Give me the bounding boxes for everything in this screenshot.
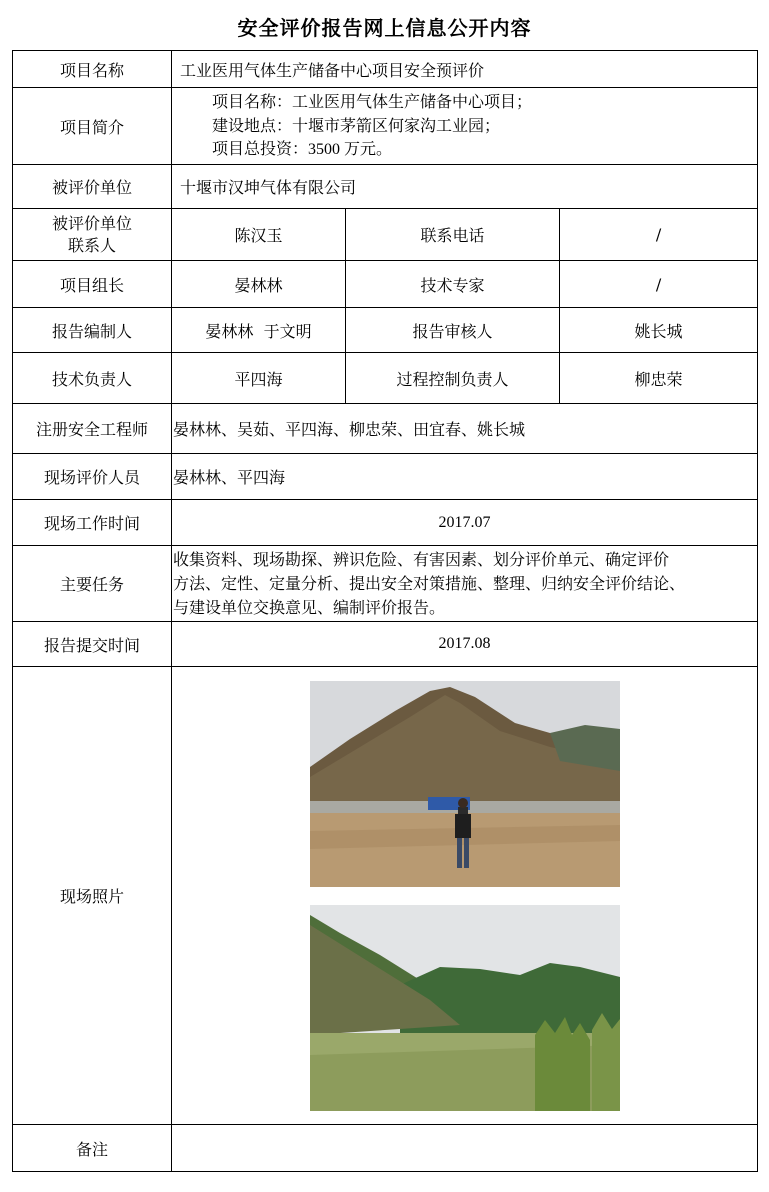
row-site-work-time <box>13 500 758 546</box>
project-intro-value <box>172 88 758 165</box>
task-line-3: 与建设单位交换意见、编制评价报告。 <box>173 597 446 617</box>
process-lead-value: 柳忠荣 <box>560 353 758 404</box>
row-site-photos <box>13 667 758 1125</box>
reviewer-value: 姚长城 <box>560 308 758 353</box>
phone-value: / <box>560 209 758 261</box>
report-author-names: 晏林林 于文明 <box>172 308 346 353</box>
team-leader-label: 项目组长 <box>13 261 172 308</box>
row-engineers <box>13 404 758 454</box>
phone-label: 联系电话 <box>346 209 560 261</box>
site-photo-1 <box>310 681 620 887</box>
reviewer-label: 报告审核人 <box>346 308 560 353</box>
task-line-1: 收集资料、现场勘探、辨识危险、有害因素、划分评价单元、确定评价 <box>173 549 670 569</box>
tech-lead-name: 平四海 <box>172 353 346 404</box>
report-author-label: 报告编制人 <box>13 308 172 353</box>
project-name-value: 工业医用气体生产储备中心项目安全预评价 <box>172 51 758 88</box>
site-photos-cell <box>172 667 758 1125</box>
row-main-tasks <box>13 546 758 622</box>
main-tasks-label: 主要任务 <box>13 546 172 622</box>
intro-line-location: 建设地点：十堰市茅箭区何家沟工业园； <box>212 116 501 135</box>
row-contact <box>13 209 758 261</box>
expert-value: / <box>560 261 758 308</box>
row-evaluated-unit <box>13 165 758 209</box>
site-photos-label: 现场照片 <box>13 667 172 1125</box>
page-title: 安全评价报告网上信息公开内容 <box>237 16 532 40</box>
tech-lead-label: 技术负责人 <box>13 353 172 404</box>
site-evaluators-label: 现场评价人员 <box>13 454 172 500</box>
row-remarks <box>13 1125 758 1172</box>
project-name-label: 项目名称 <box>13 51 172 88</box>
contact-name: 陈汉玉 <box>172 209 346 261</box>
row-project-intro <box>13 88 758 165</box>
contact-label-line1: 被评价单位 <box>51 213 132 233</box>
expert-label: 技术专家 <box>346 261 560 308</box>
engineers-label: 注册安全工程师 <box>13 404 172 454</box>
row-tech-lead <box>13 353 758 404</box>
evaluated-unit-value: 十堰市汉坤气体有限公司 <box>172 165 758 209</box>
project-intro-label: 项目简介 <box>13 88 172 165</box>
row-team-leader <box>13 261 758 308</box>
site-work-time-label: 现场工作时间 <box>13 500 172 546</box>
engineers-value: 晏林林、吴茹、平四海、柳忠荣、田宜春、姚长城 <box>172 404 758 454</box>
intro-line-name: 项目名称：工业医用气体生产储备中心项目； <box>212 92 533 111</box>
remarks-value <box>172 1125 758 1172</box>
site-photo-2 <box>310 905 620 1111</box>
team-leader-name: 晏林林 <box>172 261 346 308</box>
site-evaluators-value: 晏林林、平四海 <box>172 454 758 500</box>
main-tasks-value <box>172 546 758 622</box>
process-lead-label: 过程控制负责人 <box>346 353 560 404</box>
report-submit-time-label: 报告提交时间 <box>13 622 172 667</box>
contact-label-line2: 联系人 <box>67 235 116 255</box>
site-work-time-value: 2017.07 <box>172 500 758 546</box>
report-submit-time-value: 2017.08 <box>172 622 758 667</box>
info-table <box>12 50 758 1172</box>
contact-label <box>13 209 172 261</box>
task-line-2: 方法、定性、定量分析、提出安全对策措施、整理、归纳安全评价结论、 <box>173 573 686 593</box>
row-project-name <box>13 51 758 88</box>
evaluated-unit-label: 被评价单位 <box>13 165 172 209</box>
remarks-label: 备注 <box>13 1125 172 1172</box>
intro-line-investment: 项目总投资：3500 万元。 <box>212 141 393 158</box>
row-report-author <box>13 308 758 353</box>
row-site-evaluators <box>13 454 758 500</box>
row-report-submit-time <box>13 622 758 667</box>
